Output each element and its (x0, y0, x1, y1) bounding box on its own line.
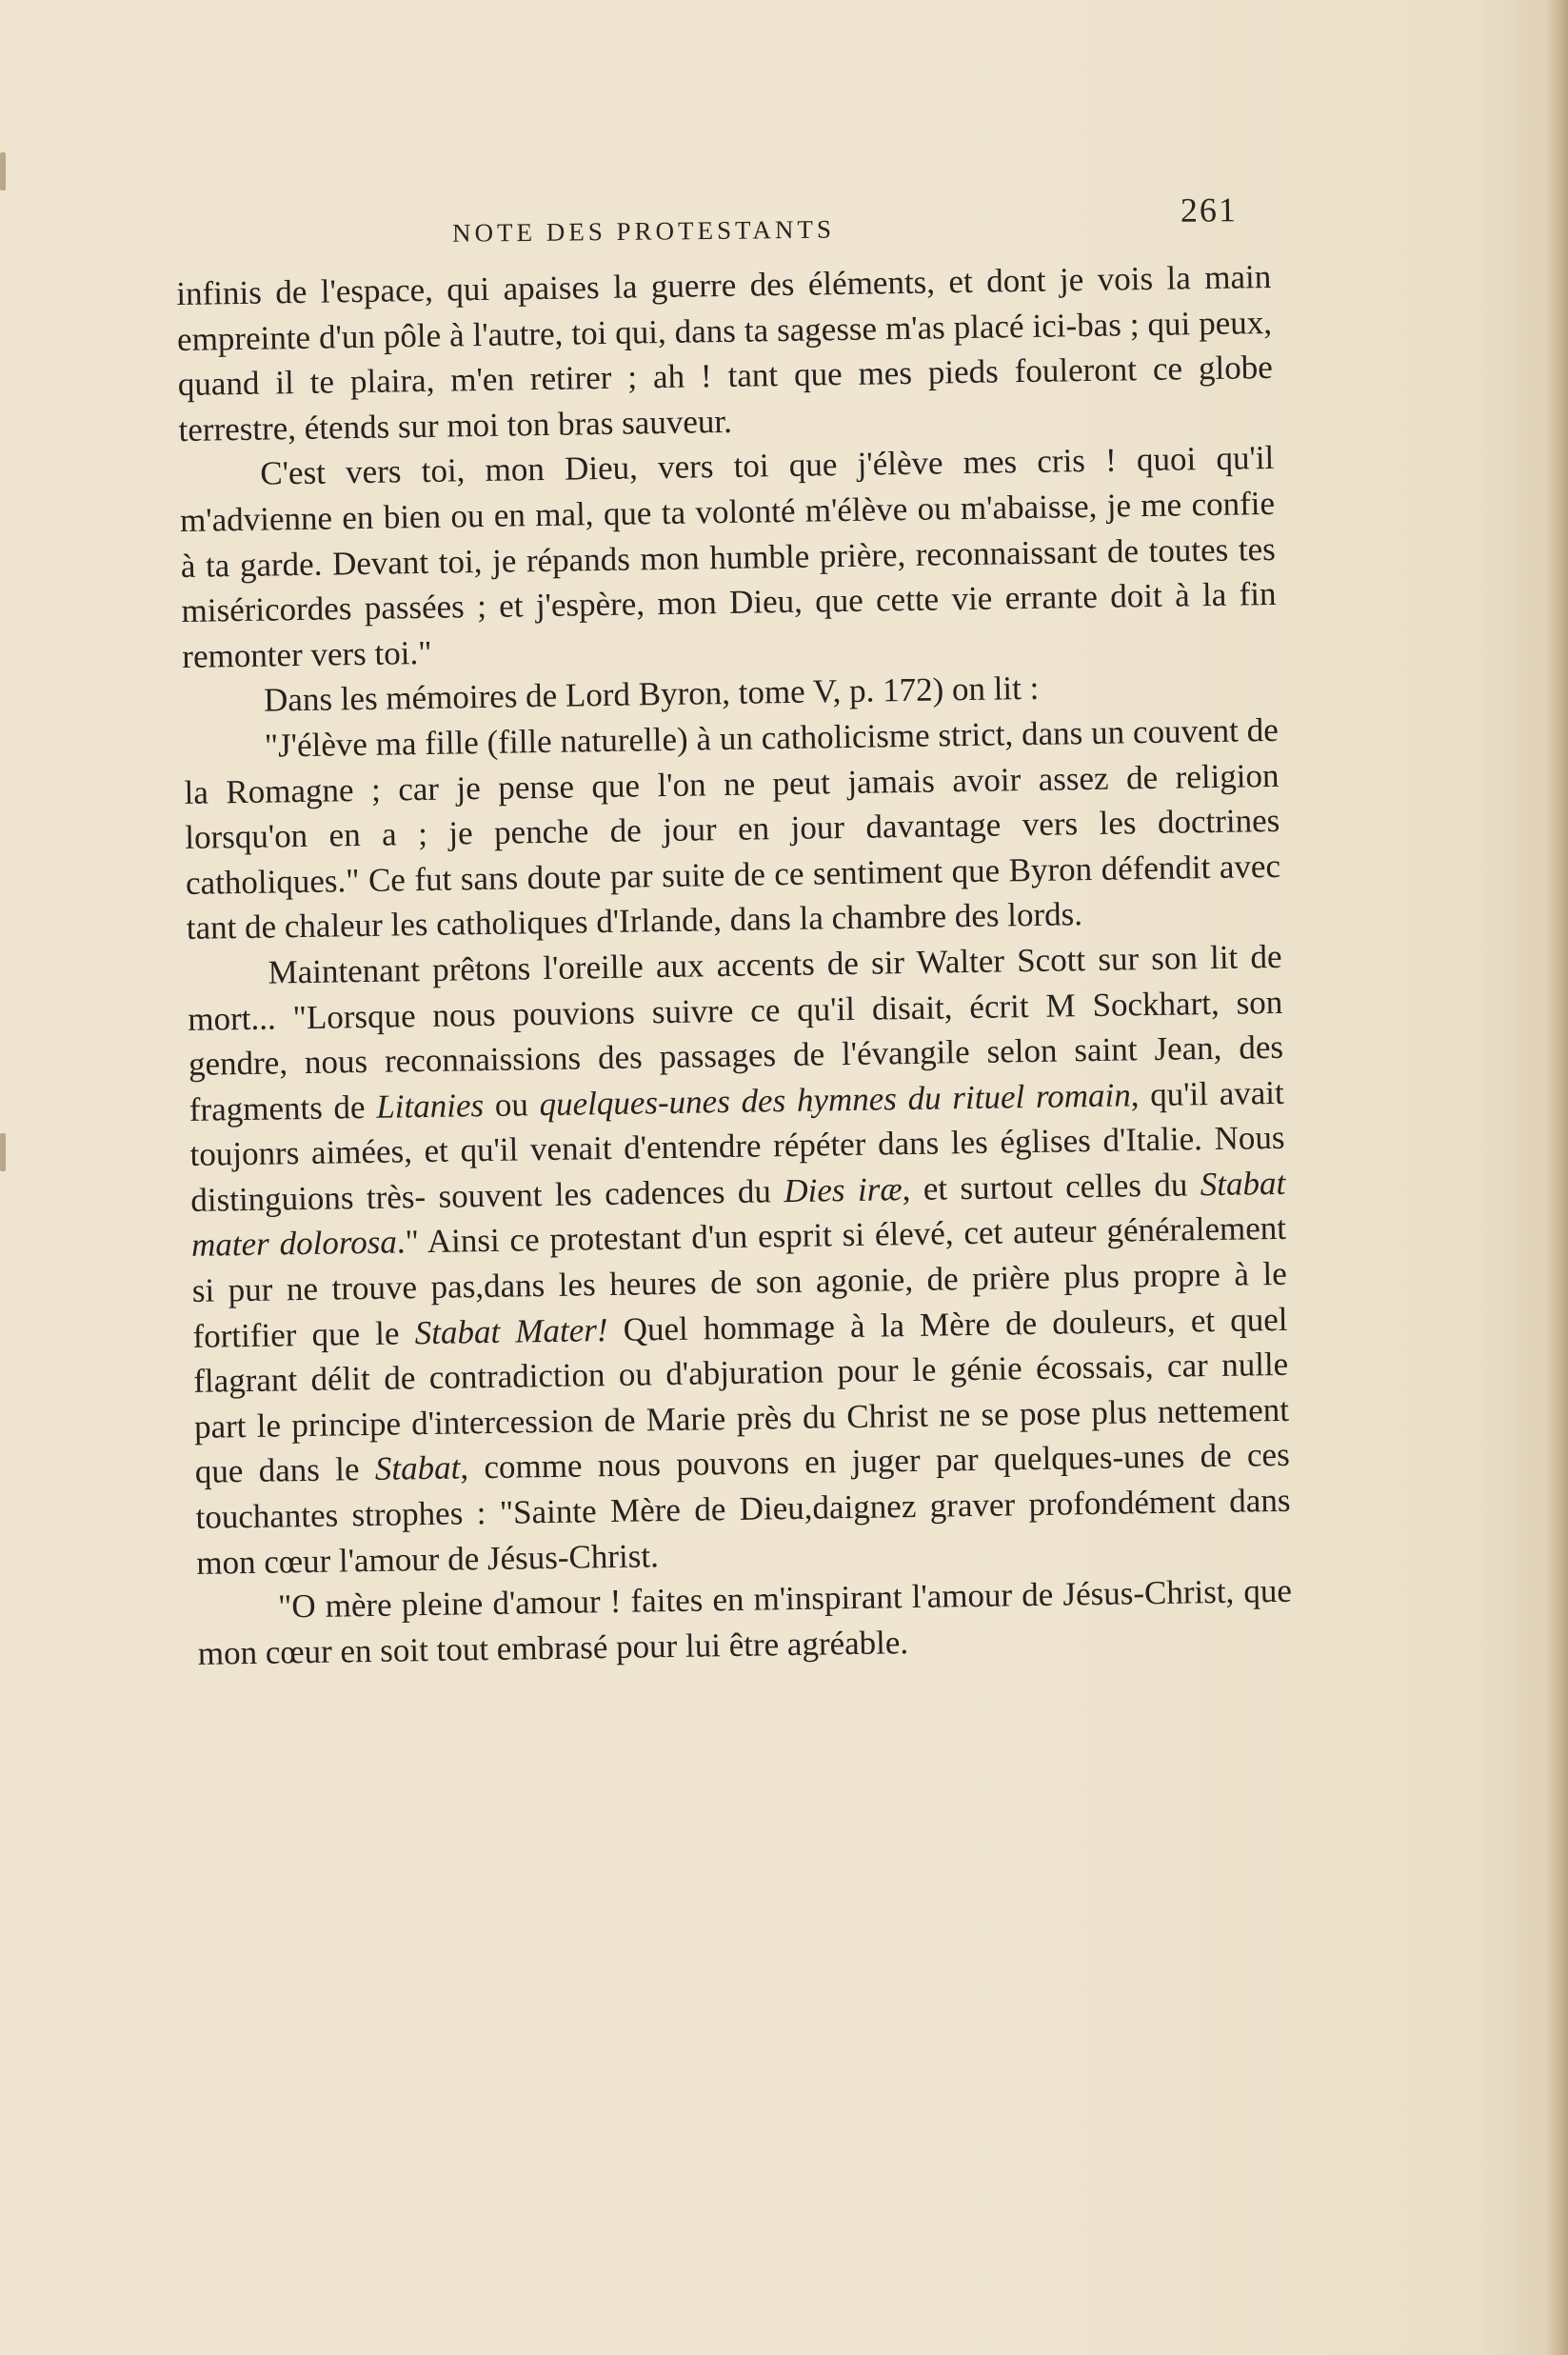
text-run: Maintenant prêtons l'oreille aux accents de sir Walter Scott sur son lit de mort... "Lorsque nous pouvions suivre ce qu'il disait, écrit M Sockhart, son gendre, nous reconnaissions des passages de l'évangile selon saint Jean, des fragments de (188, 937, 1284, 1128)
paragraph: "J'élève ma fille (fille naturelle) à un catholicisme strict, dans un couvent de la Romagne ; car je pense que l'on ne peut jamais avoir assez de religion lorsqu'on en a ; je penche de jour en jour davantage vers les doctrines catholiques." Ce fut sans doute par suite de ce sentiment que Byron défendit avec tant de chaleur les catholiques d'Irlande, dans la chambre des lords. (184, 710, 1281, 948)
paragraph: infinis de l'espace, qui apaises la guerre des éléments, et dont je vois la main empreinte d'un pôle à l'autre, toi qui, dans ta sagesse m'as placé ici-bas ; qui peux, quand il te plaira, m'en retirer ; ah ! tant que mes pieds fouleront ce globe terrestre, étends sur moi ton bras sauveur. (176, 257, 1274, 449)
italic-text: Dies iræ (784, 1170, 903, 1209)
paragraph: Dans les mémoires de Lord Byron, tome V, p. 172) on lit : (263, 669, 1040, 719)
text-run: ou (483, 1085, 540, 1124)
chapter-title: NOTE DES PROTESTANTS (451, 214, 836, 248)
text-run: , et surtout celles du (902, 1166, 1201, 1208)
paragraph (187, 934, 1291, 1586)
page-number: 261 (1180, 190, 1239, 230)
binding-mark (0, 152, 6, 190)
paragraph: "O mère pleine d'amour ! faites en m'inspirant l'amour de Jésus-Christ, que mon cœur en soit tout embrasé pour lui être agréable. (197, 1571, 1293, 1672)
italic-text: Litanies (375, 1086, 485, 1126)
paragraph: C'est vers toi, mon Dieu, vers toi que j'élève mes cris ! quoi qu'il m'advienne en bien ou en mal, que ta volonté m'élève ou m'abaisse, je me confie à ta garde. Devant toi, je répands mon humble prière, reconnaissant de toutes tes miséricordes passées ; et j'espère, mon Dieu, que cette vie errante doit à la fin remonter vers toi." (179, 439, 1277, 675)
text-run: , comme nous pouvons en juger par quelques-unes de ces touchantes strophes : "Sainte Mère de Dieu,daignez graver profondément dans mon cœur l'amour de Jésus-Christ. (195, 1436, 1291, 1582)
italic-text: quelques-unes des hymnes du rituel romain (539, 1076, 1132, 1123)
italic-text: Stabat mater dolorosa (190, 1164, 1286, 1265)
page-edge (1543, 0, 1568, 2355)
text-run: Quel hommage à la Mère de douleurs, et quel flagrant délit de contradiction ou d'abjuration pour le génie écossais, car nulle part le principe d'intercession de Marie près du Christ ne se pose plus nettement que dans le (193, 1300, 1290, 1491)
text-run: ." Ainsi ce protestant d'un esprit si élevé, cet auteur généralement si pur ne trouve pas,dans les heures de son agonie, de prière plus propre à le fortifier que le (191, 1209, 1287, 1355)
italic-text: Stabat (374, 1448, 461, 1488)
body-text (176, 254, 1293, 1676)
running-head (176, 190, 1239, 258)
text-run: , qu'il avait toujonrs aimées, et qu'il venait d'entendre répéter dans les églises d'Italie. Nous distinguions très- souvent les cadences du (189, 1073, 1285, 1219)
binding-mark (0, 1133, 6, 1171)
italic-text: Stabat Mater! (414, 1310, 608, 1351)
